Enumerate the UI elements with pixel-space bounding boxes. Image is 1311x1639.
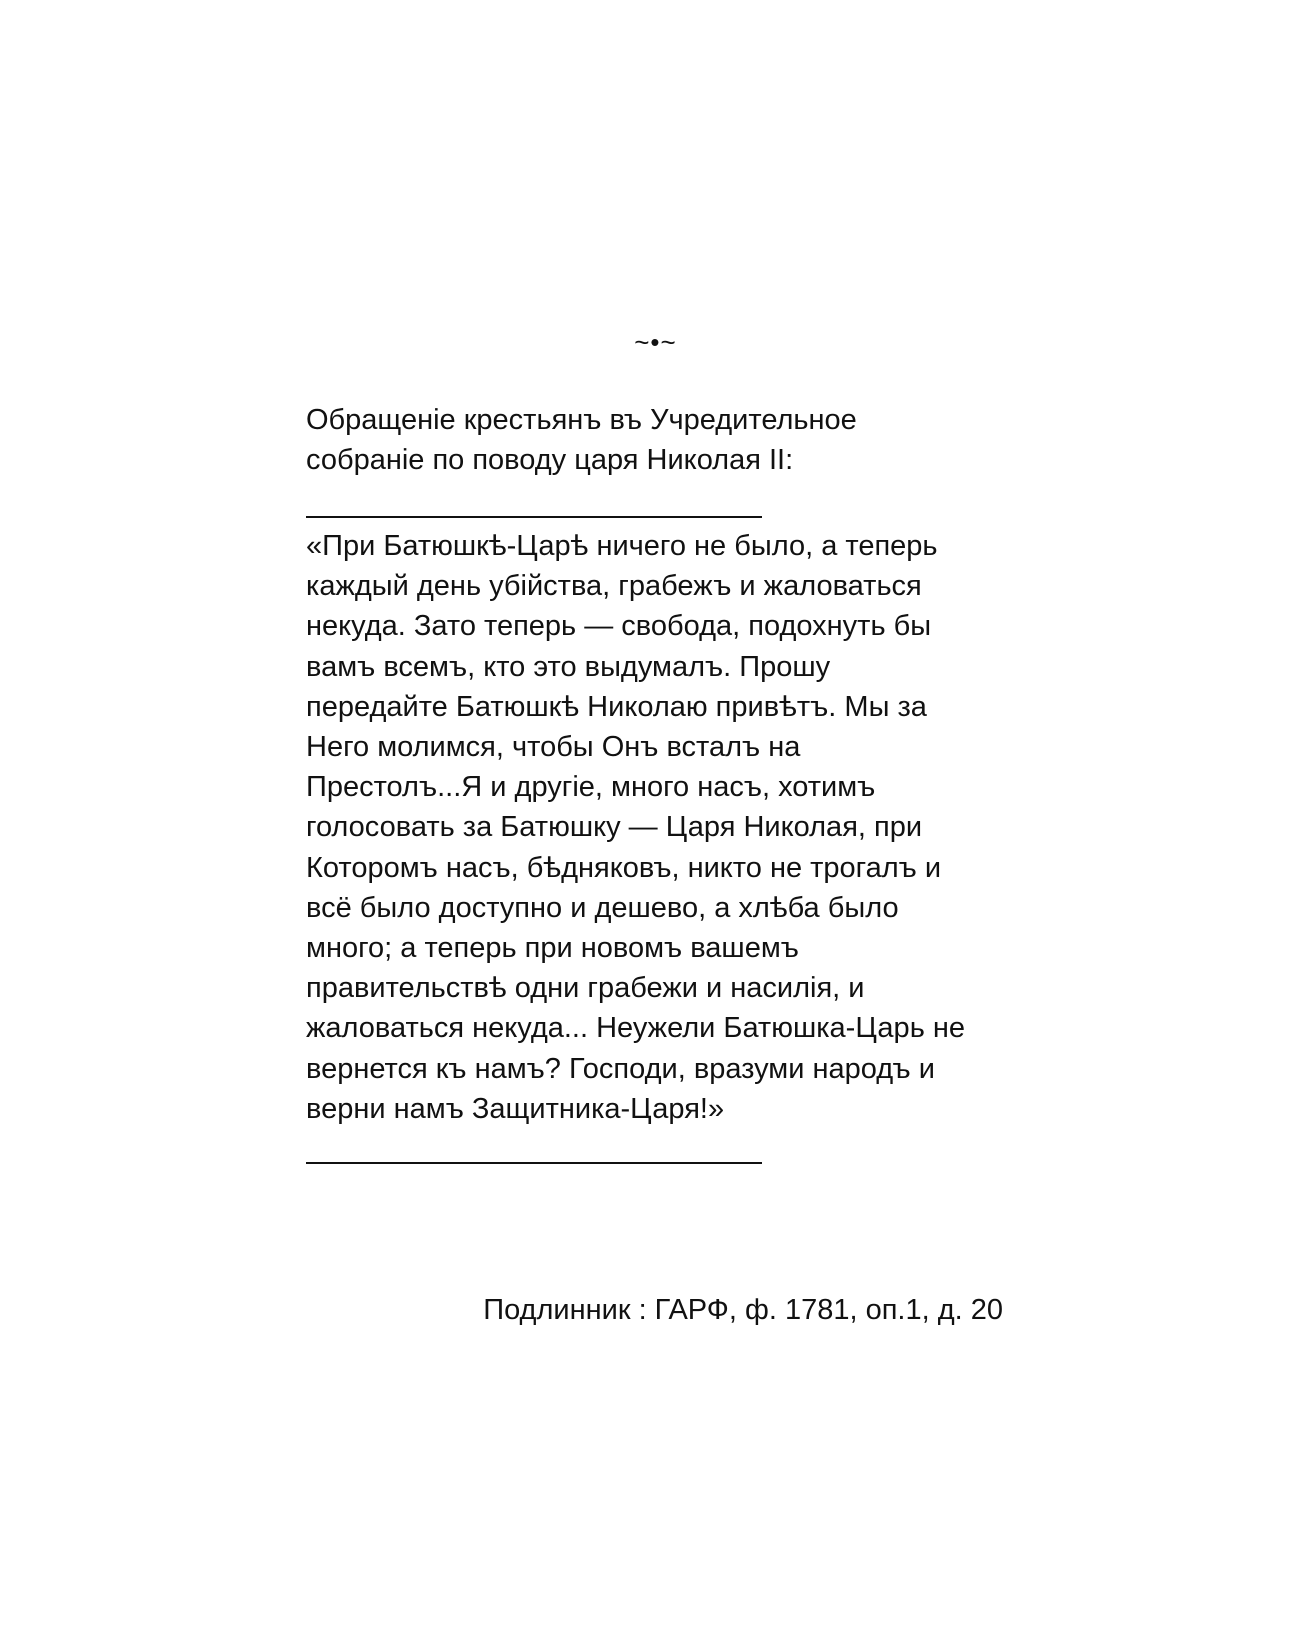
divider-line-top (306, 516, 762, 518)
divider-line-bottom (306, 1162, 762, 1164)
quotation-block (306, 526, 1026, 1129)
quotation-text: «При Батюшкѣ-Царѣ ничего не было, а теперь каждый день убійства, грабежъ и жаловаться некуда. Зато теперь — свобода, подохнуть бы вамъ всемъ, кто это выдумалъ. Прошу передайте Батюшкѣ Николаю привѣтъ. Мы за Него молимся, чтобы Онъ всталъ на Престолъ...Я и другіе, много насъ, хотимъ голосовать за Батюшку — Царя Николая, при Которомъ насъ, бѣдняковъ, никто не трогалъ и всё было доступно и дешево, а хлѣба было много; а теперь при новомъ вашемъ правительствѣ одни грабежи и насилія, и жаловаться некуда... Неужели Батюшка-Царь не вернется къ намъ? Господи, вразуми народъ и верни намъ Защитника-Царя!» (306, 530, 965, 1125)
ornament-divider: ~•~ (634, 327, 677, 357)
source-citation: Подлинник : ГАРФ, ф. 1781, оп.1, д. 20 (483, 1294, 1003, 1326)
document-heading (306, 400, 1026, 480)
heading-text: Обращеніе крестьянъ въ Учредительное собраніе по поводу царя Николая II: (306, 404, 857, 476)
